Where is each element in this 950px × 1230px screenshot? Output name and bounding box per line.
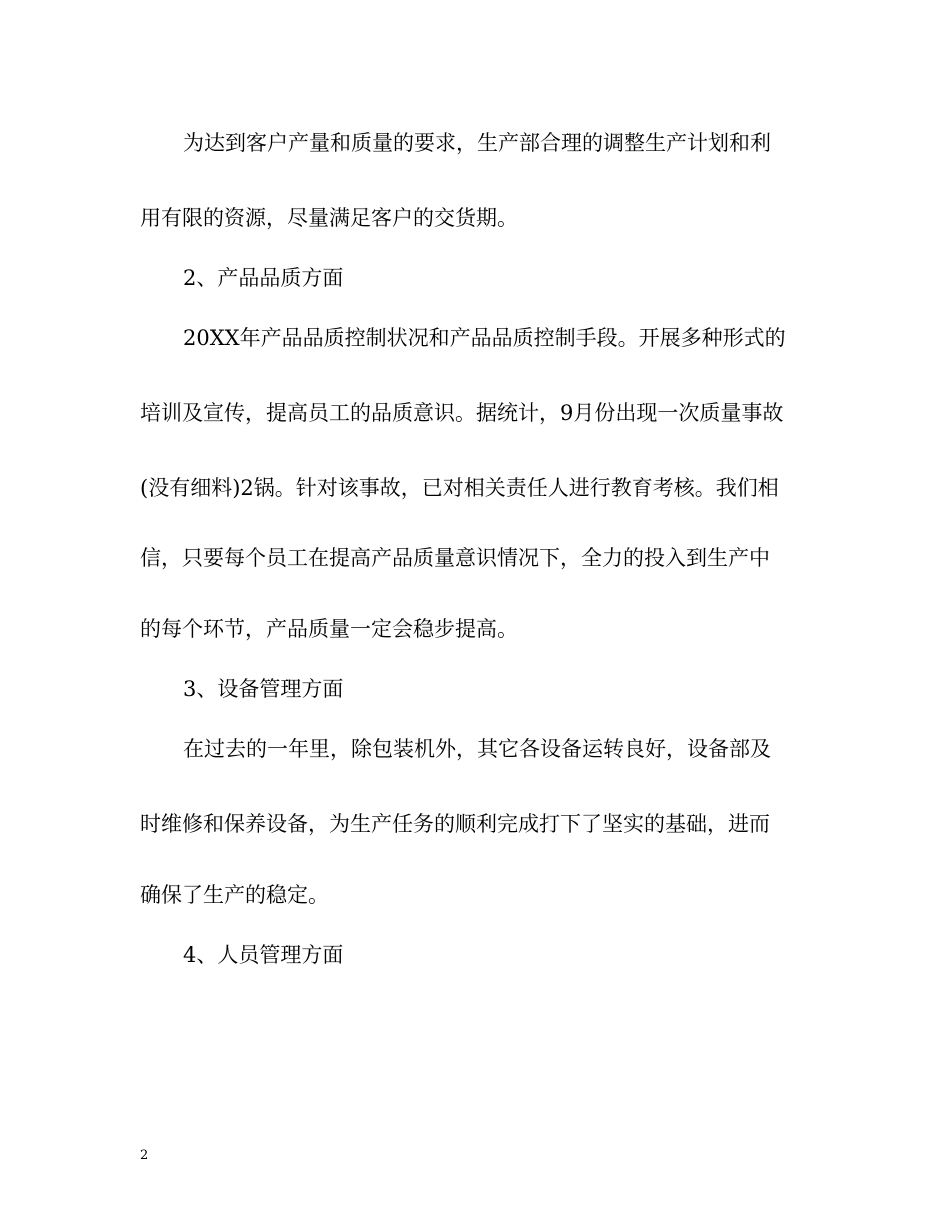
paragraph-line: 在过去的一年里，除包装机外，其它各设备运转良好，设备部及: [183, 737, 771, 761]
paragraph-line: 时维修和保养设备，为生产任务的顺利完成打下了坚实的基础，进而: [140, 812, 770, 836]
paragraph-line: 20XX年产品品质控制状况和产品品质控制手段。开展多种形式的: [183, 326, 786, 350]
paragraph-line: 的每个环节，产品质量一定会稳步提高。: [140, 617, 518, 641]
paragraph-line: 确保了生产的稳定。: [140, 883, 329, 907]
page-number: 2: [140, 1148, 149, 1163]
paragraph-line: 用有限的资源，尽量满足客户的交货期。: [140, 206, 518, 230]
section-heading: 2、产品品质方面: [183, 266, 344, 290]
section-heading: 3、设备管理方面: [183, 677, 344, 701]
paragraph-line: (没有细料)2锅。针对该事故，已对相关责任人进行教育考核。我们相: [140, 476, 779, 500]
paragraph-line: 为达到客户产量和质量的要求，生产部合理的调整生产计划和利: [183, 131, 771, 155]
paragraph-line: 培训及宣传，提高员工的品质意识。据统计，9月份出现一次质量事故: [140, 401, 784, 425]
section-heading: 4、人员管理方面: [183, 943, 344, 967]
paragraph-line: 信，只要每个员工在提高产品质量意识情况下，全力的投入到生产中: [140, 546, 770, 570]
